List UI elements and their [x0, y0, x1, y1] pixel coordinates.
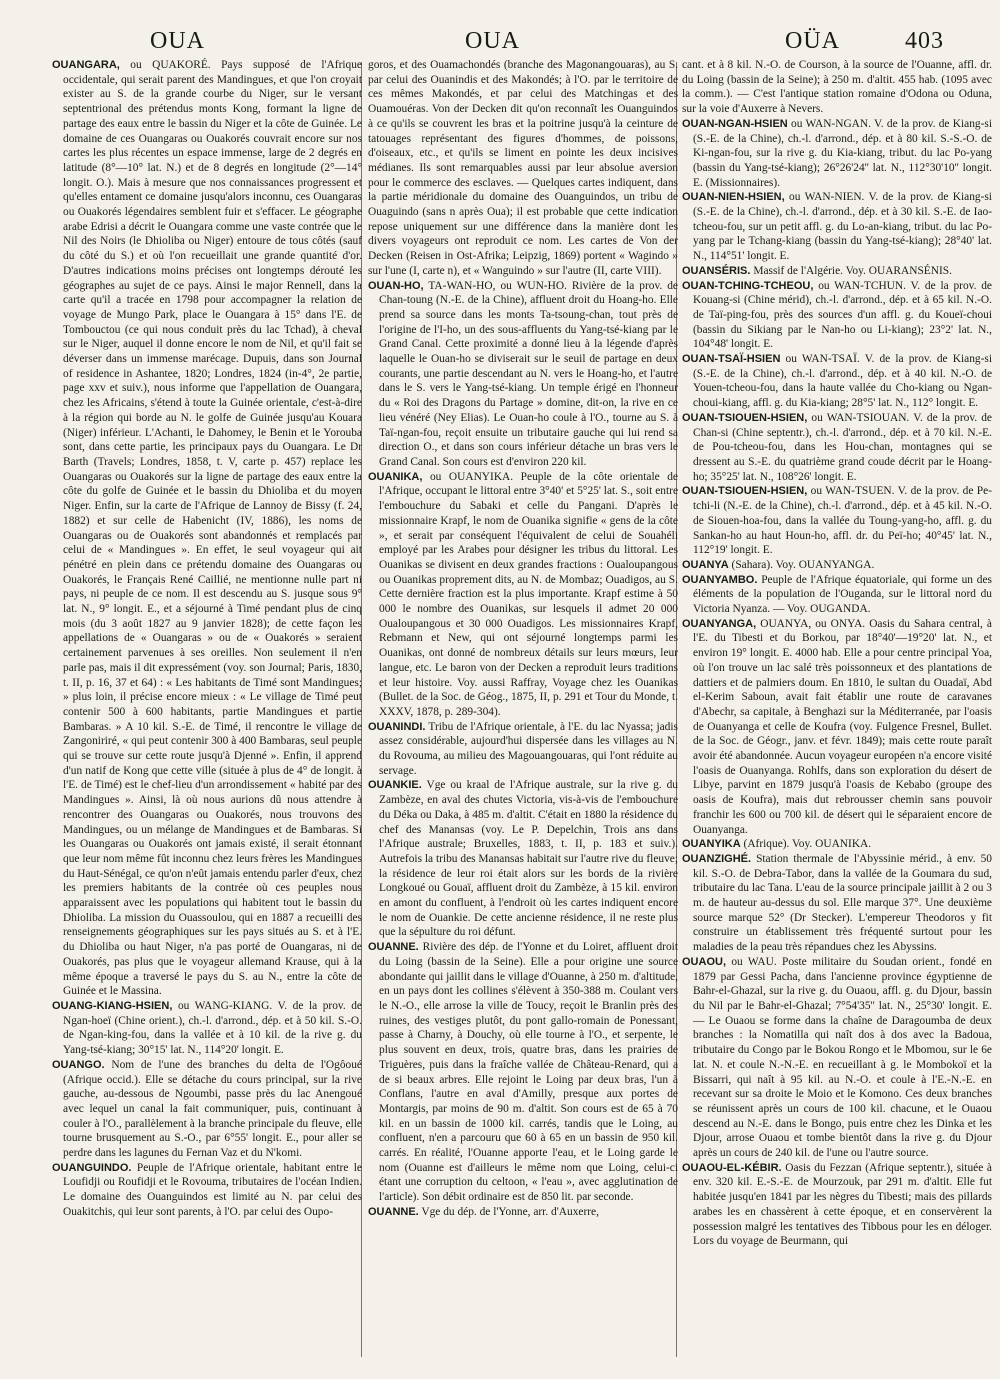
dictionary-entry: [682, 617, 992, 838]
entry-body: Tribu de l'Afrique orientale, à l'E. du lac Nyassa; jadis assez considérable, aujourd'hui dispersée dans les villages au N. du Rovouma, au milieu des Magouangouaras, qui l'ont réduite au servage.: [379, 720, 678, 777]
dictionary-entry: [52, 1161, 362, 1220]
entry-body: (Afrique). Voy. OUANIKA.: [743, 838, 872, 851]
dictionary-entry: [368, 940, 678, 1205]
dictionary-entry: [682, 117, 992, 191]
entry-headword: OUAOU,: [682, 955, 726, 968]
entry-body: Massif de l'Algérie. Voy. OUARANSÉNIS.: [753, 264, 952, 277]
entry-headword: OUANYA: [682, 558, 729, 571]
entry-headword: OUAOU-EL-KÉBIR.: [682, 1161, 782, 1174]
dictionary-entry: [368, 1205, 678, 1220]
entry-headword: OUAN-NIEN-HSIEN,: [682, 191, 785, 204]
entry-body: Nom de l'une des branches du delta de l'Ogôoué (Afrique occid.). Elle se détache du cours principal, sur la rive gauche, au-dessous de Ngoumbi, passe près du lac Anengoué avec lequel un canal la fait communiquer, puis, continuant à couler à l'O., parallèlement à la branche principale du fleuve, elle tourne brusquement au S.-O., par 6°55' longit. E., pour aller se perdre dans les lagunes du Fernan Vaz et du N'komi.: [63, 1058, 362, 1160]
entry-headword: OUANNE.: [368, 941, 419, 954]
dictionary-entry: [682, 279, 992, 353]
entry-headword: OUANGO.: [52, 1058, 105, 1071]
dictionary-entry: [368, 58, 678, 279]
dictionary-entry: [682, 558, 992, 573]
entry-body: OUANYA, ou ONYA. Oasis du Sahara central, à l'E. du Tibesti et du Borkou, par 18°40'—19°20' lat. N., et environ 19° longit. E. 4000 hab. Elle a pour centre principal Yoa, où l'on trouve un lac salé très poissonneux et des plantations de dattiers et de palmiers doum. En 1810, le sultan du Ouadaï, Abd el-Kerim Saboun, avait fait établir une route de caravanes d'Abechr, sa capitale, à Benghazi sur la Méditerranée, par l'oasis de Ouanyanga et celle de Koufra (voy. Fulgence Fresnel, Bullet. de la Soc. de Géogr., janv. et févr. 1849); mais cette route paraît avoir été abandonnée. Aucun voyageur européen n'a encore visité l'oasis de Ouanyanga. Rohlfs, dans son exploration du désert de Libye, parvint en 1879 jusqu'à l'oasis de Kebabo (groupe des oasis de Koufra), mais dut rebrousser chemin sans pouvoir franchir les 600 ou 700 kil. de désert qui le séparaient encore de Ouanyanga.: [693, 617, 992, 836]
entry-headword: OUAN-TSAÏ-HSIEN: [682, 353, 781, 366]
entry-headword: OUAN-TCHING-TCHEOU,: [682, 279, 814, 292]
header-right-word: OÜA: [785, 28, 840, 54]
entry-body: ou WAN-NIEN. V. de la prov. de Kiang-si (S.-E. de la Chine), ch.-l. d'arrond., dép. et à 30 kil. S.-E. de Iao-tcheou-fou, sur un petit affl. g. du Lo-an-kiang, tribut. du lac Po-yang par le Tchang-kiang (bassin du Yang-tsé-kiang); 28°40' lat. N., 114°51' longit. E.: [693, 191, 992, 263]
entry-body: ou WAN-TSUEN. V. de la prov. de Pe-tchi-li (N.-E. de la Chine), ch.-l. d'arrond., dép. et à 45 kil. N.-O. de Siouen-hoa-fou, dans la vallée du Toung-yang-ho, affl. g. du Sankan-ho au haut Houn-ho, affl. dr. du Peï-ho; 40°45' lat. N., 112°19' longit. E.: [693, 485, 992, 557]
dictionary-entry: [368, 470, 678, 720]
dictionary-entry: [682, 1161, 992, 1249]
entry-body: TA-WAN-HO, ou WUN-HO. Rivière de la prov. de Chan-toung (N.-E. de la Chine), affluent droit du Hoang-ho. Elle prend sa source dans les monts Ta-tsoung-chan, tout près de l'origine de l'I-ho, un des sous-affluents du Yang-tsé-kiang par le Grand Canal. Cette proximité a donné lieu à la légende d'après laquelle le Ouan-ho se diviserait sur le seuil de partage en deux courants, une partie descendant au N. vers le Hoang-ho, et l'autre dans le S. vers le Yang-tsé-kiang. Un temple érigé en l'honneur du « Roi des Dragons du Partage » domine, dit-on, la rive en ce lieu vénéré (Ney Elias). Le Ouan-ho coule à l'O., tourne au S. à Taï-ngan-fou, reçoit ensuite un tributaire gauche qui lui rend sa direction O., et dans son cours inférieur détache un bras vers le Grand Canal. Son cours est d'environ 220 kil.: [379, 279, 678, 468]
entry-body: ou WANG-KIANG. V. de la prov. de Ngan-hoeï (Chine orient.), ch.-l. d'arrond., dép. et à 50 kil. S.-O. de Ngan-king-fou, dans la vallée et à 10 kil. de la rive g. du Yang-tsé-kiang; 30°15' lat. N., 114°20' longit. E.: [63, 1000, 362, 1057]
entry-body: ou WAU. Poste militaire du Soudan orient., fondé en 1879 par Gessi Pacha, dans l'ancienne province égyptienne de Bahr-el-Ghazal, sur la rive g. du Ouaou, affl. g. du Djour, bassin du Nil par le Bahr-el-Ghazal; 7°54'35'' lat. N., 25°30' longit. E. — Le Ouaou se forme dans la chaîne de Daragoumba de deux branches : la Nomatilla qui naît dos à dos avec la Badoua, tributaire du Congo par le Bokou Rongo et le Mbomou, sur le 6e lat. N. et coule N.-N.-E. en recueillant à g. le Mombokoï et la Bissarri, qui naît à 95 kil. au N.-O. et coule à l'E.-N.-E. en recevant sur sa droite le Moio et le Komono. Ces deux branches se réunissent après un cours de 100 kil. chacune, et le Ouaou descend au N.-E. dans le Bongo, puis entre chez les Dinka et les Djour, arrose Ouaou et tombe bientôt dans la rive g. du Djour après un cours de 240 kil. de l'une ou l'autre source.: [693, 955, 992, 1160]
entry-body: (Sahara). Voy. OUANYANGA.: [731, 558, 875, 571]
header-center-word: OUA: [465, 28, 520, 54]
dictionary-entry: [682, 837, 992, 852]
entry-headword: OUANKIE.: [368, 779, 422, 792]
entry-headword: OUANYANGA,: [682, 617, 757, 630]
dictionary-entry: [52, 1058, 362, 1161]
dictionary-entry: [52, 58, 362, 999]
dictionary-entry: [682, 573, 992, 617]
entry-body: Peuple de l'Afrique orientale, habitant entre le Loufidji ou Roufidji et le Rovouma, tributaires de l'océan Indien. Le domaine des Ouanguindos est limité au N. par celui des Ouakitchis, qui leur sont parents, à l'O. par celui des Oupo-: [63, 1161, 362, 1218]
entry-headword: OUANINDI.: [368, 720, 426, 733]
entry-headword: OUANZIGHÉ.: [682, 852, 752, 865]
entry-headword: OUANG-KIANG-HSIEN,: [52, 1000, 173, 1012]
entry-body: ou WAN-TCHUN. V. de la prov. de Kouang-si (Chine mérid), ch.-l. d'arrond., dép. et à 65 kil. N.-O. de Taï-ping-fou, près des sources d'un affl. g. du Koueï-choui (bassin du Sikiang par le Nan-ho ou Li-kiang); 23°2' lat. N., 104°48' longit. E.: [693, 279, 992, 351]
entry-body: Station thermale de l'Abyssinie mérid., à env. 50 kil. S.-O. de Debra-Tabor, dans la vallée de la Goumara du sud, tributaire du lac Tana. L'eau de la source principale jaillit à 2 ou 3 m. de hauteur au-dessus du sol. Elle marque 37°. Une deuxième source marque 52° (Dr Stecker). L'empereur Theodoros y fit construire un établissement très fréquenté surtout pour les maladies de la peau très répandues chez les Abyssins.: [693, 852, 992, 954]
dictionary-entry: [682, 484, 992, 558]
dictionary-entry: [682, 58, 992, 117]
entry-body: goros, et des Ouamachondés (branche des Magonangouaras), au S. par celui des Ouanindis et des Makondés; à l'O. par le territoire de ces mêmes Makondés, et par celui des Matchingas et des Ouamouéras. Von der Decken dit qu'on reconnaît les Ouanguindos à ce qu'ils se couvrent les bras et la poitrine jusqu'à la ceinture de tatouages représentant des figures d'hommes, de poissons, d'oiseaux, etc., et qu'ils se liment en pointe les deux incisives médianes. Ils sont remarquables aussi par leur absolue aversion pour le commerce des esclaves. — Quelques cartes indiquent, dans la partie méridionale du domaine des Ouanguindos, un tribu de Ouaguindo (sans n après Oua); il est probable que cette indication repose uniquement sur une différence dans la manière dont les divers voyageurs ont reproduit ce nom. Les cartes de Von der Decken (Reisen in Ost-Afrika; Leipzig, 1869) portent « Wagindo » sur l'une (I, carte n), et « Wanguindo » sur l'autre (II, carte VIII).: [368, 59, 678, 277]
text-column-left: [52, 58, 362, 1363]
entry-body: Peuple de l'Afrique équatoriale, qui forme un des éléments de la population de l'Ouganda, sur le littoral nord du Victoria Nyanza. — Voy. OUGANDA.: [693, 573, 992, 616]
entry-headword: OUAN-HO,: [368, 279, 424, 292]
entry-body: ou WAN-NGAN. V. de la prov. de Kiang-si (S.-E. de la Chine), ch.-l. d'arrond., dép. et à 80 kil. S.-S.-O. de Ki-ngan-fou, sur la rive g. du Kia-kiang, tribut. du lac Po-yang (bassin du Yang-tsé-kiang); 26°26'24'' lat. N., 112°30'10'' longit. E. (Missionnaires).: [693, 117, 992, 189]
entry-headword: OUANYIKA: [682, 838, 741, 851]
entry-headword: OUANGARA,: [52, 59, 120, 71]
dictionary-entry: [682, 190, 992, 264]
running-header: [0, 22, 1000, 62]
entry-headword: OUAN-TSIOUEN-HSIEN,: [682, 411, 808, 424]
entry-headword: OUANSÉRIS.: [682, 264, 751, 277]
entry-body: ou WAN-TSAÏ. V. de la prov. de Kiang-si (S.-E. de la Chine), ch.-l. d'arrond., dép. et à 40 kil. N.-O. de Youen-tcheou-fou, dans la haute vallée du Cho-kiang ou Ngan-choui-kiang, affl. g. du Kia-kiang; 28°5' lat. N., 112° longit. E.: [693, 353, 992, 410]
entry-headword: OUANNE.: [368, 1205, 419, 1218]
entry-body: Rivière des dép. de l'Yonne et du Loiret, affluent droit du Loing (bassin de la Seine). Elle a pour origine une source abondante qui jaillit dans le village d'Ouanne, à 250 m. d'altitude, en un pays dont les collines s'élèvent à 350-388 m. Coulant vers le N.-O., elle arrose la ville de Toucy, reçoit le Branlin près des ruines, des vestiges plutôt, du pont gallo-romain de Ponessant, passe à Charny, à Douchy, où elle tourne à l'O., et serpente, le plus souvent en deux, trois, quatre bras, dans les prairies de Triguères, puis dans la fraîche vallée de Château-Renard, qui a de si beaux arbres. Elle rejoint le Loing par deux bras, l'un à Conflans, l'autre en aval d'Amilly, presque aux portes de Montargis, par moins de 90 m. d'altit. Son cours est de 65 à 70 kil. en un bassin de 1000 kil. carrés, tandis que le Loing, au confluent, n'en a parcouru que 60 à 65 en un bassin de 950 kil. carrés. En réalité, l'Ouanne apporte l'eau, et le Loing garde le nom (Ouanne est d'ailleurs le même nom que Loing, celui-ci étant une corruption du celtoon, « l'eau », avec agglutination de l'article). Son débit ordinaire est de 850 lit. par seconde.: [379, 941, 678, 1204]
entry-headword: OUAN-TSIOUEN-HSIEN,: [682, 485, 808, 498]
dictionary-entry: [368, 279, 678, 470]
dictionary-entry: [682, 264, 992, 279]
entry-body: cant. et à 8 kil. N.-O. de Courson, à la source de l'Ouanne, affl. dr. du Loing (bassin de la Seine); à 250 m. d'altit. 455 hab. (1095 avec la comm.). — C'est l'antique station romaine d'Odona ou Oduna, sur la voie d'Auxerre à Nevers.: [682, 59, 992, 116]
dictionary-entry: [682, 955, 992, 1161]
page-number: 403: [905, 28, 944, 54]
entry-headword: OUANGUINDO.: [52, 1161, 132, 1174]
text-column-middle: [368, 58, 678, 1363]
entry-body: ou WAN-TSIOUAN. V. de la prov. de Chan-si (Chine septentr.), ch.-l. d'arrond., dép. et à 70 kil. N.-E. de Pou-tcheou-fou, dans les Hou-chan, montagnes qui se dressent au S.-E. du quatrième grand coude décrit par le Hoang-ho; 35°25' lat. N., 108°26' longit. E.: [693, 411, 992, 483]
text-column-right: [682, 58, 992, 1363]
header-left-word: OUA: [150, 28, 205, 54]
entry-headword: OUAN-NGAN-HSIEN: [682, 117, 788, 130]
entry-body: Oasis du Fezzan (Afrique septentr.), située à env. 320 kil. E.-S.-E. de Mourzouk, par 291 m. d'altit. Elle fut habitée jusqu'en 1841 par les nègres du Tibesti; mais des pillards arabes les en chassèrent à cette époque, et en conservèrent la possession malgré les tentatives des Tibbous pour les en déloger. Lors du voyage de Beurmann, qui: [693, 1161, 992, 1248]
entry-body: Vge ou kraal de l'Afrique australe, sur la rive g. du Zambèze, en aval des chutes Victoria, vis-à-vis de l'embouchure du Déka ou Daka, à 485 m. d'altit. C'était en 1880 la résidence du chef des Manansas (voy. Le P. Depelchin, Trois ans dans l'Afrique australe; Bruxelles, 1883, t. II, p. 183 et suiv.). Autrefois la tribu des Manansas habitait sur l'autre rive du fleuve; la résidence de leur roi était alors sur les bords de la rivière Longkoué ou Gouaï, affluent droit du Zambèze, à 15 kil. environ en amont du confluent, à l'endroit où les cartes indiquent encore le nom de Ouankie. De cette ancienne résidence, il ne reste plus que la sépulture du roi défunt.: [379, 779, 678, 939]
dictionary-entry: [682, 411, 992, 485]
entry-headword: OUANYAMBO.: [682, 573, 758, 586]
entry-headword: OUANIKA,: [368, 470, 423, 483]
dictionary-entry: [682, 852, 992, 955]
entry-body: ou OUANYIKA. Peuple de la côte orientale de l'Afrique, occupant le littoral entre 3°40' et 5°25' lat. S., soit entre l'embouchure du Sabaki et celle du Pangani. D'après le missionnaire Krapf, le nom de Ouanika signifie « gens de la côte », et serait par conséquent l'équivalent de celui de Souahéli employé par les Arabes pour désigner les tribus du littoral. Les Ouanikas se divisent en deux grandes fractions : Oualoupangous ou Ouanikas proprement dits, au N. de Mombaz; Ouadigos, au S. Cette dernière fraction est la plus importante. Krapf estime à 50 000 le nombre des Ouanikas, sur lesquels il admet 20 000 Oualoupangous et 30 000 Ouadigos. Les missionnaires Krapf, Rebmann et New, qui ont séjourné longtemps parmi les Ouanikas, ont donné de nombreux détails sur leurs mœurs, leur langue, etc. Le baron von der Decken a reproduit leurs traditions et leur histoire. Voy. aussi Raffray, Voyage chez les Ouanikas (Bullet. de la Soc. de Géog., 1875, II, p. 291 et Tour du Monde, t. XXXV, 1878, p. 289-304).: [379, 470, 678, 718]
dictionary-entry: [52, 999, 362, 1058]
dictionary-entry: [368, 720, 678, 779]
entry-body: Vge du dép. de l'Yonne, arr. d'Auxerre,: [421, 1205, 599, 1218]
dictionary-entry: [682, 352, 992, 411]
entry-body: ou QUAKORÉ. Pays supposé de l'Afrique occidentale, qui serait parent des Mandingues, et que l'on croyait exister au S. de la grande courbe du Niger, sur le versant septentrional des prétendus monts Kong, formant la ligne de partage des eaux entre le bassin du Niger et la côte de Guinée. Le domaine de ces Ouangaras ou Ouakorés couvrait encore sur nos cartes les plus récentes un espace immense, large de 2 degrés en latitude (8°—10° lat. N.) et de 8 degrés en longitude (2°—14° longit. O.). Mais à mesure que nos connaissances progressent et qu'elles entament ce domaine jusqu'alors inconnu, ces Ouangaras ou Ouakorés légendaires semblent fuir et s'effacer. Le géographe arabe Edrisi a décrit le Ouangara comme une vaste contrée que le Nil des Noirs (le Dhioliba ou Niger) entoure de tous côtés (sauf du côté du S.) et où l'on recueillait une grande quantité d'or. D'autres indications moins précises ont longtemps dérouté les géographes au sujet de ce pays. Ainsi le major Rennell, dans la carte qu'il a tracée en 1798 pour accompagner la relation de voyage de Mungo Park, place le Ouangara à 15° dans l'E. de Tombouctou (ce qui nous conduit près du lac Tchad), à cheval sur le Niger, auquel il donne encore le nom de Nil, et qu'il fait se déverser dans un immense marécage. Dupuis, dans son Journal of residence in Ashantee, 1820; Londres, 1824 (in-4°, 2e partie, page xxv et suiv.), nous informe que l'appellation de Ouangara, chez les Africains, s'étend à toute la Guinée orientale, c'est-à-dire à la région qui borde au N. le golfe de Guinée jusqu'au Kouara (Niger) inférieur. L'Achanti, le Dahomey, le Benin et le Yorouba sont, dans cette partie, les principaux pays du Ouangara. Le Dr Barth (Travels; Londres, 1858, t. V, carte p. 457) replace les Ouangaras ou Ouakorés sur la ligne de partage des eaux entre la côte du golfe de Guinée et le bassin du Dhioliba et du moyen Niger. Enfin, sur la carte de l'Afrique de Lannoy de Bissy (f. 24, 1882) et sur celle de Habenicht (IV, 1886), les noms de Ouangaras ou de Ouakorés sont abandonnés et remplacés par celui de « Mandingues ». En effet, le seul voyageur qui ait pénétré en plein dans ce prétendu domaine des Ouangaras ou Ouakorés, le Français René Caillié, ne mentionne nulle part ni pays, ni peuple de ce nom. Il est descendu au S. jusque sous 9° lat. N., 9° longit. E., et a séjourné à Timé pendant plus de cinq mois (du 3 août 1827 au 9 janvier 1828); de cette façon les appellations de « Ouangaras » ou de « Ouakorés » seraient certainement parvenues à ses oreilles. Non seulement il n'en parle pas, mais il dit expressément (voy. son Journal; Paris, 1830, t. II, p. 16, 37 et 64) : « Les habitants de Timé sont Mandingues; » plus loin, il précise encore mieux : « Le village de Timé peut contenir 500 à 600 habitants, partie Mandingues et partie Bambaras. » A 10 kil. S.-E. de Timé, il rencontre le village de Zangoniriré, « qui peut contenir 300 à 400 Bambaras, seul peuple qui se trouve sur cette route jusqu'à Djenné ». Enfin, il apprend d'un natif de Kong que cette ville (située à plus de 4° de longit. à l'E. de Timé) est le chef-lieu d'un arrondissement « habité par des Mandingues ». Ainsi, là où nous aurions dû nous attendre à rencontrer des Ouangaras ou Ouakorés, nous trouvons des Mandingues, ou un mélange de Mandingues et de Bambaras. Si les Ouangaras ou Ouakorés ont jamais existé, il serait étonnant que leur nom même fût inconnu chez leurs frères les Mandingues du Haut-Sénégal, ce qu'on n'eût jamais entendu parler d'eux, chez les premiers habitants de la contrée où ces peuples nous apparaissent avec les populations qui habitent tout le bassin du Dhioliba. La mission du Ouassoulou, qui en 1887 a recueilli des renseignements géographiques sur les pays situés au S. et à l'E. du Dhioliba ou haut Niger, n'a pas porté de Ouangaras, ni de Ouakorés, pas plus que le voyageur allemand Krause, qui à la même époque a traversé le pays du S. au N., entre la côte de Guinée et le Massina.: [63, 59, 362, 998]
dictionary-entry: [368, 778, 678, 940]
